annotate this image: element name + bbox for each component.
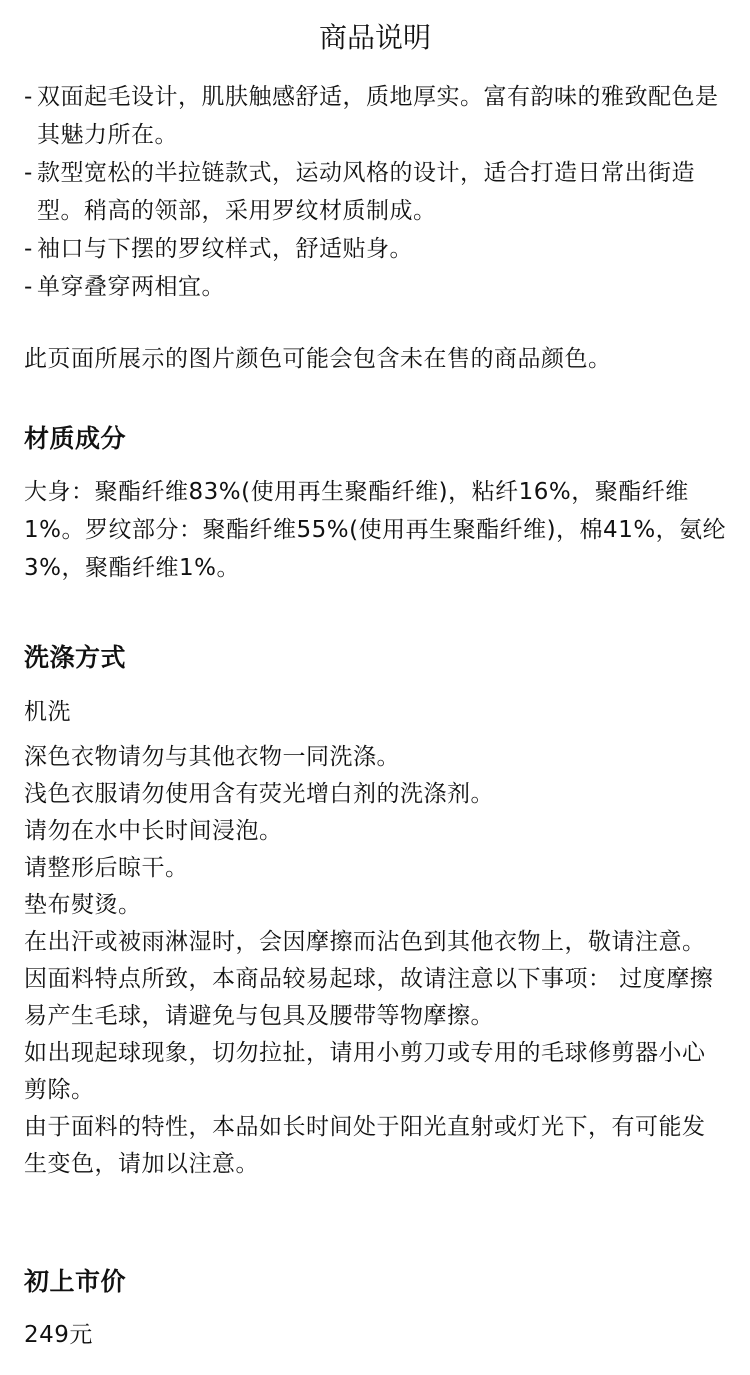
care-instruction: 由于面料的特性，本品如长时间处于阳光直射或灯光下，有可能发生变色，请加以注意。 (24, 1114, 706, 1177)
care-instruction: 在出汗或被雨淋湿时，会因摩擦而沾色到其他衣物上，敬请注意。 (24, 929, 706, 955)
care-instruction: 因面料特点所致，本商品较易起球，故请注意以下事项： 过度摩擦易产生毛球，请避免与包具及腰带等物摩擦。 (24, 966, 714, 1029)
page-title: 商品说明 (318, 21, 431, 54)
feature-list (24, 78, 728, 306)
color-note: 此页面所展示的图片颜色可能会包含未在售的商品颜色。 (24, 346, 612, 372)
care-instruction: 浅色衣服请勿使用含有荧光增白剂的洗涤剂。 (24, 781, 494, 807)
material-text: 大身：聚酯纤维83%(使用再生聚酯纤维)，粘纤16%，聚酯纤维1%。罗纹部分：聚酯纤维55%(使用再生聚酯纤维)，棉41%，氨纶3%，聚酯纤维1%。 (24, 479, 727, 581)
care-instruction: 深色衣物请勿与其他衣物一同洗涤。 (24, 744, 400, 770)
price-heading: 初上市价 (24, 1267, 127, 1296)
feature-item: - 袖口与下摆的罗纹样式，舒适贴身。 (24, 230, 728, 268)
care-instruction: 请勿在水中长时间浸泡。 (24, 818, 283, 844)
feature-item: - 双面起毛设计，肌肤触感舒适，质地厚实。富有韵味的雅致配色是其魅力所在。 (24, 78, 728, 154)
price-value: 249元 (24, 1322, 93, 1348)
care-instruction: 垫布熨烫。 (24, 892, 142, 918)
care-instructions (24, 739, 728, 1183)
care-heading: 洗涤方式 (24, 643, 127, 672)
care-method: 机洗 (24, 699, 71, 725)
feature-item: - 单穿叠穿两相宜。 (24, 268, 728, 306)
material-heading: 材质成分 (24, 424, 127, 453)
feature-item: - 款型宽松的半拉链款式，运动风格的设计，适合打造日常出街造型。稍高的领部，采用罗纹材质制成。 (24, 154, 728, 230)
care-instruction: 请整形后晾干。 (24, 855, 189, 881)
care-instruction: 如出现起球现象，切勿拉扯，请用小剪刀或专用的毛球修剪器小心剪除。 (24, 1040, 706, 1103)
